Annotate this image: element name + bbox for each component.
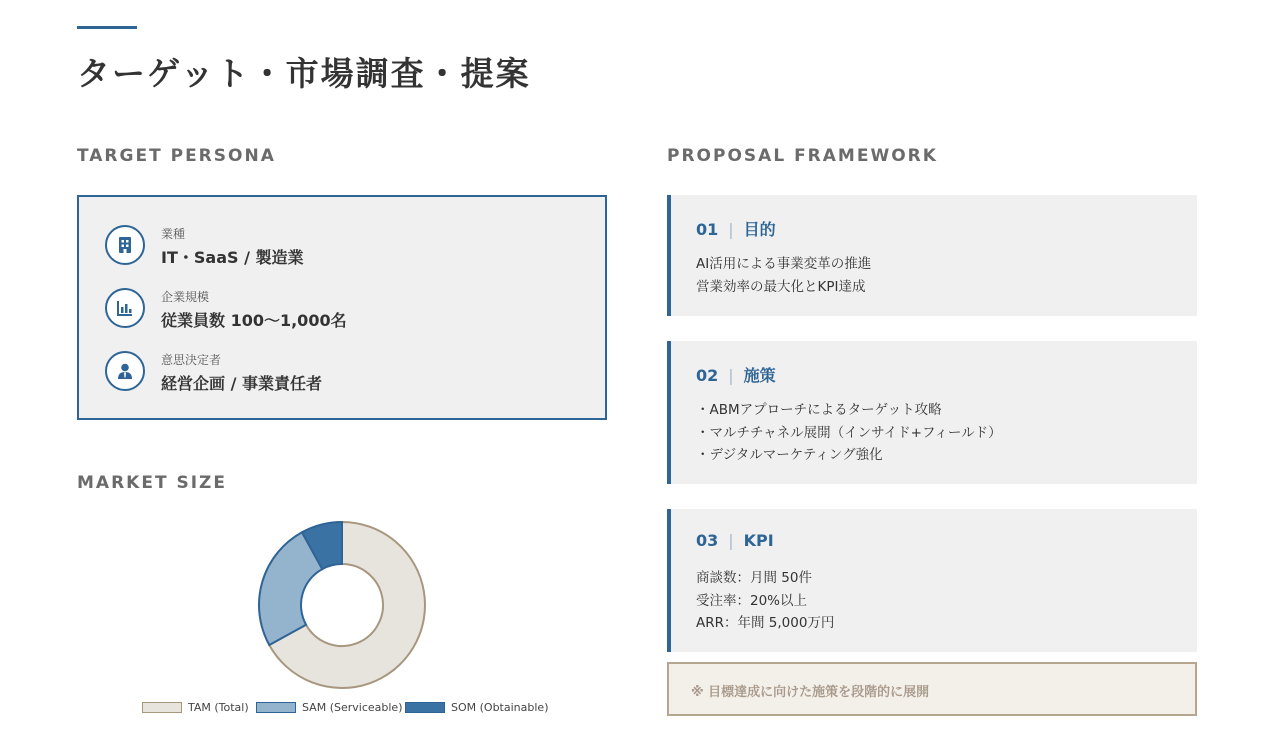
donut-chart [77, 505, 607, 695]
persona-row-industry [105, 225, 585, 269]
card-separator: | [728, 531, 734, 550]
bar-chart-icon [105, 288, 145, 328]
legend-label-tam: TAM (Total) [188, 700, 249, 714]
card-line: ・ABMアプローチによるターゲット攻略 [696, 402, 942, 418]
market-size-chart [77, 505, 607, 730]
card-line: AI活用による事業変革の推進 [696, 256, 872, 272]
proposal-note-box [667, 662, 1197, 716]
persona-row-company-size [105, 288, 585, 332]
persona-value: IT・SaaS / 製造業 [161, 248, 304, 267]
card-title: KPI [743, 531, 774, 550]
title-accent-line [77, 26, 137, 29]
card-heading [696, 363, 776, 386]
card-line: ARR：年間 5,000万円 [696, 615, 835, 631]
card-title: 施策 [743, 366, 776, 385]
proposal-card-measures [667, 341, 1197, 484]
card-line: ・マルチチャネル展開（インサイド+フィールド） [696, 424, 1002, 441]
target-persona-heading: TARGET PERSONA [77, 146, 276, 166]
persona-label: 企業規模 [161, 290, 210, 304]
persona-label: 業種 [161, 227, 186, 241]
card-line: ・デジタルマーケティング強化 [696, 447, 883, 463]
legend-label-sam: SAM (Serviceable) [302, 700, 403, 714]
persona-value: 経営企画 / 事業責任者 [161, 374, 322, 393]
persona-row-decision-maker [105, 351, 585, 395]
card-number: 01 [696, 220, 719, 239]
card-separator: | [728, 220, 734, 239]
page-title: ターゲット・市場調査・提案 [77, 54, 531, 93]
market-size-heading: MARKET SIZE [77, 473, 227, 493]
legend-item-sam [256, 700, 402, 714]
card-separator: | [728, 366, 734, 385]
card-number: 02 [696, 366, 719, 385]
legend-item-som [405, 700, 548, 714]
building-icon [105, 225, 145, 265]
legend-label-som: SOM (Obtainable) [451, 700, 549, 714]
card-heading [696, 217, 776, 240]
legend-swatch-tam [142, 702, 182, 713]
card-title: 目的 [743, 220, 776, 239]
proposal-card-kpi [667, 509, 1197, 652]
proposal-note: ※ 目標達成に向けた施策を段階的に展開 [691, 685, 930, 700]
card-line: 商談数：月間 50件 [696, 570, 812, 586]
person-icon [105, 351, 145, 391]
persona-box [77, 195, 607, 420]
persona-value: 従業員数 100〜1,000名 [161, 311, 347, 330]
proposal-card-purpose [667, 195, 1197, 316]
card-line: 受注率：20%以上 [696, 592, 808, 609]
card-body [696, 253, 871, 298]
card-body [696, 567, 834, 635]
card-heading [696, 531, 774, 550]
legend-swatch-som [405, 702, 445, 713]
card-body [696, 399, 1002, 467]
persona-label: 意思決定者 [161, 353, 222, 367]
card-line: 営業効率の最大化とKPI達成 [696, 278, 866, 295]
legend-swatch-sam [256, 702, 296, 713]
legend-item-tam [142, 700, 249, 714]
proposal-framework-heading: PROPOSAL FRAMEWORK [667, 146, 938, 166]
card-number: 03 [696, 531, 719, 550]
